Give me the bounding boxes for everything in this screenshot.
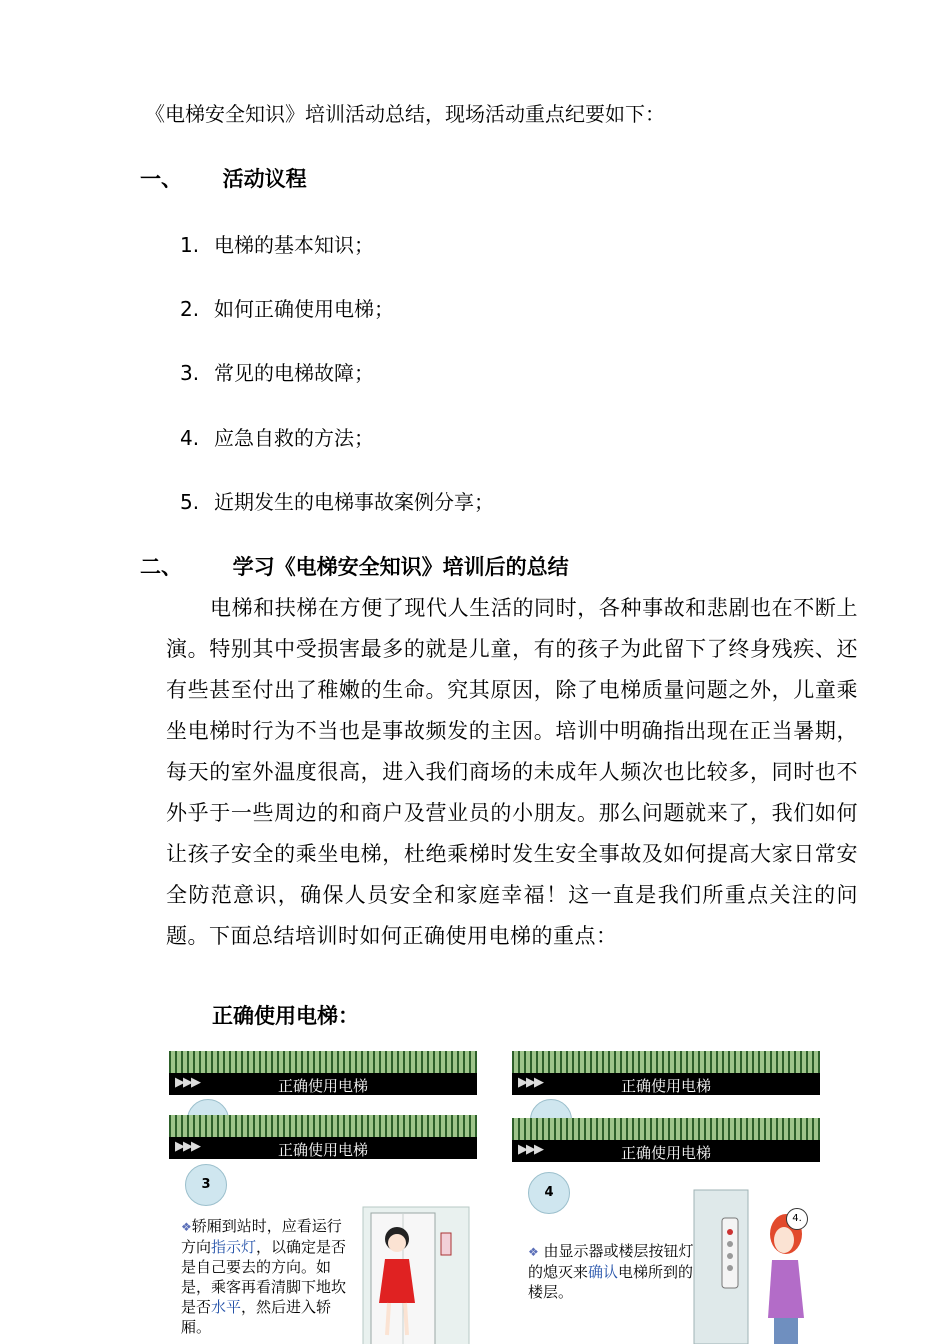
slide-text-part: 轿厢到站时，应看运行方向: [181, 1217, 342, 1256]
agenda-item: [180, 357, 374, 386]
section2-title: 学习《电梯安全知识》培训后的总结: [232, 555, 569, 579]
slide-highlight: 确认: [588, 1263, 619, 1281]
section1-title: 活动议程: [222, 167, 307, 191]
intro-line: 《电梯安全知识》培训活动总结，现场活动重点纪要如下：: [145, 102, 665, 126]
agenda-item-text: 近期发生的电梯事故案例分享；: [214, 490, 494, 514]
slide-text-part: 电梯所到的楼层。: [528, 1263, 694, 1301]
agenda-item-number: 1.: [180, 233, 200, 257]
slide-4-text: [528, 1241, 704, 1302]
slide-text-part: ，然后进入轿厢。: [181, 1298, 332, 1336]
section2-heading: [140, 551, 569, 581]
bullet-icon: ❖: [528, 1245, 539, 1259]
agenda-item-text: 常见的电梯故障；: [214, 361, 374, 385]
agenda-item: [180, 422, 374, 451]
arrows-icon: ▶▶▶: [175, 1139, 199, 1154]
slide-3-text: [181, 1216, 353, 1337]
slide-stripe: [169, 1115, 477, 1137]
slide-highlight: 指示灯: [211, 1238, 257, 1256]
slide-number-circle: 4: [528, 1172, 570, 1214]
arrows-icon: ▶▶▶: [518, 1075, 542, 1090]
slide-title: 正确使用电梯: [620, 1144, 711, 1162]
arrows-icon: ▶▶▶: [175, 1075, 199, 1090]
slide-title: 正确使用电梯: [620, 1077, 711, 1095]
agenda-item: [180, 486, 494, 515]
slide-title-bar: [169, 1073, 477, 1095]
slide-title-bar: [169, 1137, 477, 1159]
slide-number-circle: 3: [185, 1164, 227, 1206]
subheading: 正确使用电梯：: [212, 1004, 359, 1028]
agenda-item: [180, 229, 374, 258]
slide-4: [512, 1118, 820, 1344]
summary-paragraph: 电梯和扶梯在方便了现代人生活的同时，各种事故和悲剧也在不断上演。特别其中受损害最多的就是儿童，有的孩子为此留下了终身残疾、还有些甚至付出了稚嫩的生命。究其原因，除了电梯质量问题之外，儿童乘坐电梯时行为不当也是事故频发的主因。培训中明确指出现在正当暑期，每天的室外温度很高，进入我们商场的未成年人频次也比较多，同时也不外乎于一些周边的和商户及营业员的小朋友。那么问题就来了，我们如何让孩子安全的乘坐电梯，杜绝乘梯时发生安全事故及如何提高大家日常安全防范意识，确保人员安全和家庭幸福！这一直是我们所重点关注的问题。下面总结培训时如何正确使用电梯的重点：: [166, 596, 858, 948]
section2-number: 二、: [140, 555, 182, 579]
slide-title: 正确使用电梯: [277, 1141, 368, 1159]
slide-1: [169, 1051, 477, 1121]
agenda-item-number: 5.: [180, 490, 200, 514]
agenda-item-text: 如何正确使用电梯；: [214, 297, 394, 321]
slide-text-part: ，以确定是否是自己要去的方向。如是，乘客再看清脚下地坎是否: [181, 1238, 347, 1316]
elevator-girl-illustration: [357, 1203, 475, 1344]
agenda-item-number: 2.: [180, 297, 200, 321]
slide-highlight: 水平: [211, 1298, 242, 1316]
slide-2: [512, 1051, 820, 1121]
speech-bubble: 4.: [786, 1208, 808, 1230]
slide-stripe: [169, 1051, 477, 1073]
slide-title: 正确使用电梯: [277, 1077, 368, 1095]
slide-title-bar: [512, 1073, 820, 1095]
agenda-item-text: 应急自救的方法；: [214, 426, 374, 450]
section1-number: 一、: [140, 167, 182, 191]
agenda-item: [180, 293, 394, 322]
agenda-item-text: 电梯的基本知识；: [214, 233, 374, 257]
slide-title-bar: [512, 1140, 820, 1162]
slide-stripe: [512, 1118, 820, 1140]
slide-text-part: 由显示器或楼层按钮灯的熄灭来: [528, 1242, 694, 1281]
slide-stripe: [512, 1051, 820, 1073]
slide-3: [169, 1115, 477, 1344]
section1-heading: [140, 163, 307, 193]
arrows-icon: ▶▶▶: [518, 1142, 542, 1157]
agenda-item-number: 4.: [180, 426, 200, 450]
agenda-item-number: 3.: [180, 361, 200, 385]
bullet-icon: ❖: [181, 1220, 192, 1234]
